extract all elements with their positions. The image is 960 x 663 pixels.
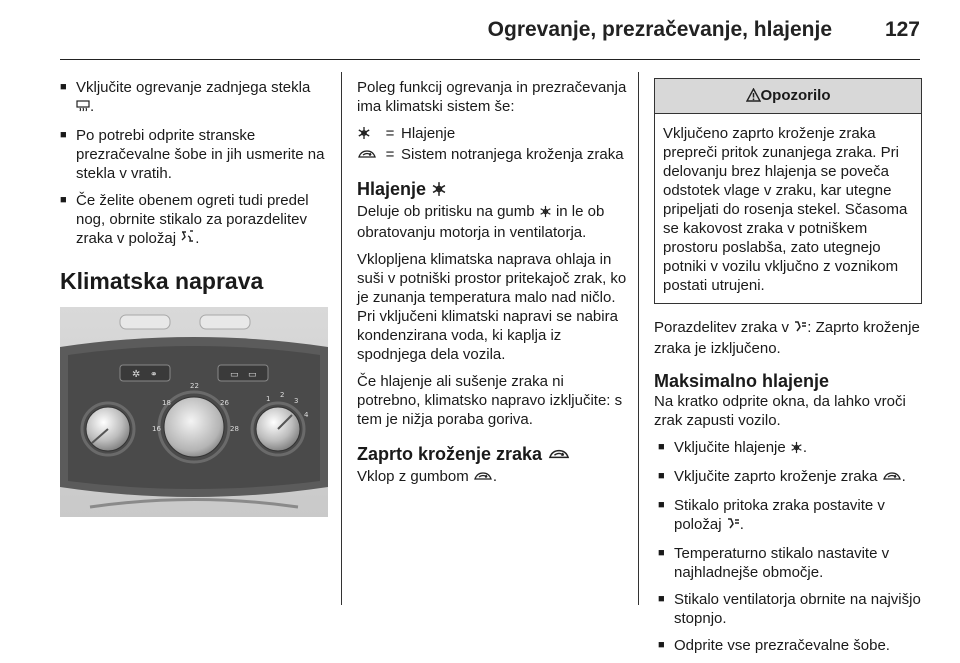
recirculation-text: Vklop z gumbom . (357, 467, 627, 488)
recirculation-car-icon (473, 469, 493, 488)
cooling-paragraph-2: Vklopljena klimatska naprava ohlaja in suši v potniški prostor pritekajoč zrak, ko je zunanja temperatura malo nad ničlo. Pri vključeni klimatski napravi se nabira kondenzirana voda, ki kaplja iz spodnjega dela vozila. (357, 251, 627, 363)
column-divider-1 (341, 72, 342, 605)
max-cooling-title: Maksimalno hlajenje (654, 371, 830, 391)
snowflake-icon (431, 180, 447, 202)
list-item: ■ Če želite obenem ogreti tudi predel nog, obrnite stikalo za porazdelitev zraka v položaj . (60, 191, 328, 250)
cooling-paragraph-1: Deluje ob pritisku na gumb in le ob obratovanju motorja in ventilatorja. (357, 203, 605, 241)
svg-text:▭: ▭ (248, 370, 257, 380)
page-title: Ogrevanje, prezračevanje, hlajenje (487, 18, 832, 41)
rear-window-heating-icon (76, 99, 90, 118)
max-cooling-bullets (654, 438, 922, 655)
list-item: ■ Odprite vse prezračevalne šobe. (658, 636, 922, 655)
cooling-paragraph-3: Če hlajenje ali sušenje zraka ni potrebno, klimatsko napravo izključite: s tem je nižja poraba goriva. (357, 373, 623, 428)
heating-bullets (60, 78, 328, 250)
column-middle (357, 78, 627, 496)
snowflake-icon (357, 126, 371, 145)
warning-box (654, 78, 922, 304)
page-number: 127 (884, 18, 920, 41)
list-item: ■ Stikalo ventilatorja obrnite na najvišjo stopnjo. (658, 590, 922, 628)
header-divider (60, 59, 920, 60)
footwell-and-windows-icon (180, 230, 195, 250)
list-item: ■ Vključite hlajenje . (658, 438, 922, 459)
recirculation-car-icon (882, 469, 902, 488)
recirculation-car-icon (547, 445, 571, 467)
temp-scale-label: 16 (152, 425, 161, 433)
fan-scale-label: 1 (266, 395, 271, 403)
climate-control-panel-photo (60, 307, 328, 517)
vent-icon (726, 517, 740, 536)
legend-row: = Hlajenje (357, 124, 624, 145)
list-item: ■ Stikalo pritoka zraka postavite v položaj . (658, 496, 922, 536)
warning-triangle-icon (746, 88, 761, 107)
column-left (60, 78, 328, 517)
list-item: ■ Temperaturno stikalo nastavite v najhladnejše območje. (658, 544, 922, 582)
warning-text: Vključeno zaprto kroženje zraka prepreči pritok zunanjega zraka. Pri delovanju brez hlajenja se poveča odstotek vlage v zraku, kar utegne pripeljati do rosenja stekel. Sčasoma se kakovost zraka v potniškem prostoru poslabša, zato utegnejo potniki v vozilu vključno z voznikom postati utrujeni. (663, 125, 908, 294)
temp-scale-label: 26 (220, 399, 229, 407)
column-right (654, 78, 922, 663)
fan-scale-label: 2 (280, 391, 285, 399)
page-header (0, 0, 960, 60)
svg-text:▭: ▭ (230, 370, 239, 380)
column-divider-2 (638, 72, 639, 605)
list-item: ■ Po potrebi odprite stranske prezračevalne šobe in jih usmerite na stekla v vratih. (60, 126, 328, 183)
symbol-legend (357, 124, 624, 166)
distribution-note: Porazdelitev zraka v : Zaprto kroženje zraka je izključeno. (654, 319, 920, 357)
max-cooling-intro: Na kratko odprite okna, da lahko vroči zrak zapusti vozilo. (654, 393, 906, 429)
legend-row: = Sistem notranjega kroženja zraka (357, 145, 624, 166)
recirculation-car-icon (357, 147, 377, 166)
list-item: ■ Vključite zaprto kroženje zraka . (658, 467, 922, 488)
fan-scale-label: 3 (294, 397, 299, 405)
snowflake-icon (790, 440, 803, 459)
warning-header: Opozorilo (655, 79, 921, 114)
fan-scale-label: 4 (304, 411, 309, 419)
temp-scale-label: 18 (162, 399, 171, 407)
snowflake-icon (539, 204, 552, 223)
vent-icon (793, 320, 807, 339)
list-item: ■ Vključite ogrevanje zadnjega stekla . (60, 78, 328, 118)
recirculation-title: Zaprto kroženje zraka (357, 443, 627, 467)
svg-text:⚭: ⚭ (150, 370, 158, 380)
temp-scale-label: 28 (230, 425, 239, 433)
section-title-air-conditioning: Klimatska naprava (60, 268, 264, 294)
cooling-title: Hlajenje (357, 178, 627, 202)
svg-text:✲: ✲ (132, 369, 141, 380)
temp-scale-label: 22 (190, 382, 199, 390)
intro-text: Poleg funkcij ogrevanja in prezračevanja ima klimatski sistem še: (357, 79, 627, 115)
